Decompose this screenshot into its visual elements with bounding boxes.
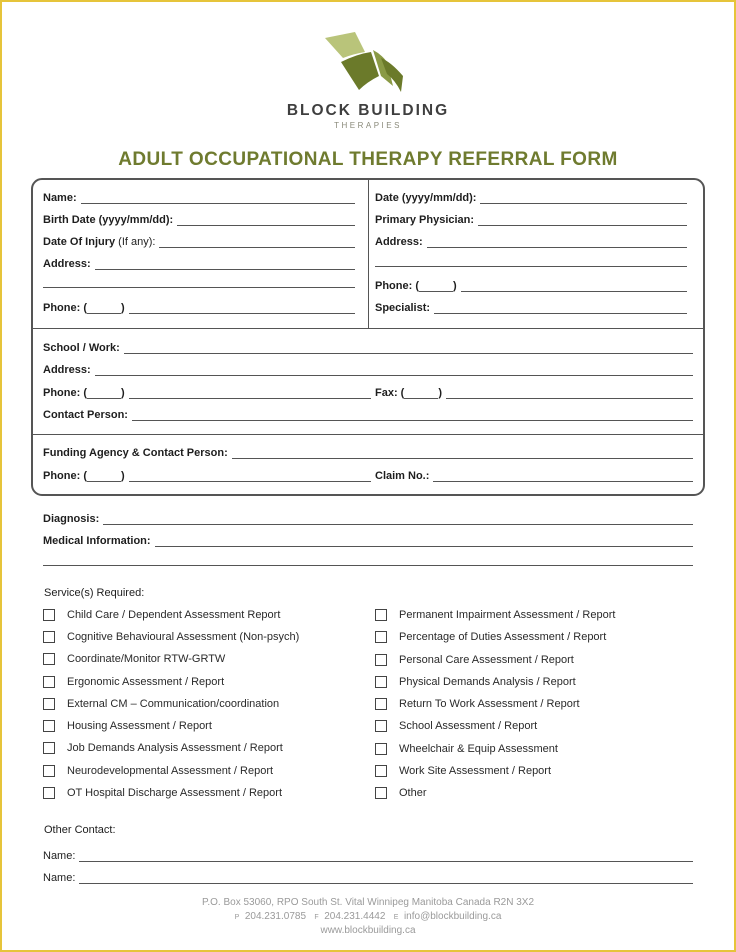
service-option[interactable]: Return To Work Assessment / Report bbox=[375, 698, 580, 710]
service-option[interactable]: Physical Demands Analysis / Report bbox=[375, 676, 576, 688]
service-option[interactable]: Other bbox=[375, 787, 427, 799]
school-address-field[interactable] bbox=[43, 360, 693, 376]
service-option[interactable]: Job Demands Analysis Assessment / Report bbox=[43, 742, 283, 754]
checkbox[interactable] bbox=[375, 676, 387, 688]
specialist-field[interactable] bbox=[375, 298, 687, 314]
checkbox[interactable] bbox=[375, 631, 387, 643]
school-phone-label: Phone: ( ) bbox=[43, 387, 125, 399]
client-injury-label: Date Of Injury (If any): bbox=[43, 236, 156, 248]
checkbox[interactable] bbox=[43, 787, 55, 799]
diagnosis-field[interactable] bbox=[43, 509, 693, 525]
medical-information-field[interactable] bbox=[43, 531, 693, 547]
client-phone-label: Phone: ( ) bbox=[43, 302, 125, 314]
service-option[interactable]: Permanent Impairment Assessment / Report bbox=[375, 609, 615, 621]
checkbox[interactable] bbox=[43, 765, 55, 777]
service-option[interactable]: Work Site Assessment / Report bbox=[375, 765, 551, 777]
checkbox[interactable] bbox=[43, 676, 55, 688]
client-phone-field[interactable] bbox=[43, 298, 355, 314]
physician-address-label: Address: bbox=[375, 236, 423, 248]
other-contact-name-label: Name: bbox=[43, 850, 76, 862]
physician-address-field[interactable] bbox=[375, 232, 687, 248]
client-name-field[interactable] bbox=[43, 188, 355, 204]
other-contact-title: Other Contact: bbox=[44, 824, 116, 836]
service-option[interactable]: Cognitive Behavioural Assessment (Non-psych) bbox=[43, 631, 299, 643]
school-address-label: Address: bbox=[43, 364, 91, 376]
brand-subtitle: THERAPIES bbox=[334, 121, 402, 130]
service-option[interactable]: Housing Assessment / Report bbox=[43, 720, 212, 732]
block-building-logo-icon bbox=[313, 30, 423, 102]
brand-name: BLOCK BUILDING bbox=[286, 102, 450, 119]
service-option[interactable]: Wheelchair & Equip Assessment bbox=[375, 743, 558, 755]
service-option[interactable]: OT Hospital Discharge Assessment / Report bbox=[43, 787, 282, 799]
checkbox[interactable] bbox=[375, 787, 387, 799]
checkbox[interactable] bbox=[375, 654, 387, 666]
logo bbox=[0, 30, 736, 102]
checkbox[interactable] bbox=[43, 631, 55, 643]
school-fax-label: Fax: ( ) bbox=[375, 387, 443, 399]
client-address-line-2[interactable] bbox=[43, 287, 355, 288]
service-option[interactable]: External CM – Communication/coordination bbox=[43, 698, 279, 710]
section-divider bbox=[33, 434, 703, 435]
funding-agency-label: Funding Agency & Contact Person: bbox=[43, 447, 228, 459]
other-contact-name-label: Name: bbox=[43, 872, 76, 884]
medical-information-label: Medical Information: bbox=[43, 535, 151, 547]
footer-website: www.blockbuilding.ca bbox=[320, 925, 416, 936]
footer-address: P.O. Box 53060, RPO South St. Vital Winnipeg Manitoba Canada R2N 3X2 bbox=[201, 897, 535, 908]
service-option[interactable]: School Assessment / Report bbox=[375, 720, 537, 732]
client-address-field[interactable] bbox=[43, 254, 355, 270]
checkbox[interactable] bbox=[43, 720, 55, 732]
client-birth-date-label: Birth Date (yyyy/mm/dd): bbox=[43, 214, 174, 226]
school-work-label: School / Work: bbox=[43, 342, 120, 354]
section-divider bbox=[33, 328, 703, 329]
column-divider bbox=[368, 180, 369, 328]
client-address-label: Address: bbox=[43, 258, 91, 270]
diagnosis-label: Diagnosis: bbox=[43, 513, 100, 525]
physician-address-line-2[interactable] bbox=[375, 266, 687, 267]
checkbox[interactable] bbox=[43, 742, 55, 754]
checkbox[interactable] bbox=[43, 653, 55, 665]
checkbox[interactable] bbox=[375, 720, 387, 732]
school-phone-field[interactable] bbox=[43, 383, 371, 399]
school-work-field[interactable] bbox=[43, 338, 693, 354]
service-option[interactable]: Ergonomic Assessment / Report bbox=[43, 676, 224, 688]
checkbox[interactable] bbox=[375, 765, 387, 777]
checkbox[interactable] bbox=[43, 609, 55, 621]
physician-phone-label: Phone: ( ) bbox=[375, 280, 457, 292]
footer-contact: P 204.231.0785 F 204.231.4442 E info@blockbuilding.ca bbox=[234, 911, 502, 922]
other-contact-name-field[interactable] bbox=[43, 846, 693, 862]
form-title: ADULT OCCUPATIONAL THERAPY REFERRAL FORM bbox=[118, 149, 618, 170]
client-injury-date-field[interactable] bbox=[43, 232, 355, 248]
school-fax-field[interactable] bbox=[375, 383, 693, 399]
checkbox[interactable] bbox=[43, 698, 55, 710]
checkbox[interactable] bbox=[375, 609, 387, 621]
checkbox[interactable] bbox=[375, 743, 387, 755]
service-option[interactable]: Neurodevelopmental Assessment / Report bbox=[43, 765, 273, 777]
services-title: Service(s) Required: bbox=[44, 587, 145, 599]
contact-person-field[interactable] bbox=[43, 405, 693, 421]
service-option[interactable]: Child Care / Dependent Assessment Report bbox=[43, 609, 280, 621]
medical-information-line-2[interactable] bbox=[43, 565, 693, 566]
specialist-label: Specialist: bbox=[375, 302, 431, 314]
funding-phone-label: Phone: ( ) bbox=[43, 470, 125, 482]
client-name-label: Name: bbox=[43, 192, 77, 204]
service-option[interactable]: Personal Care Assessment / Report bbox=[375, 654, 574, 666]
contact-person-label: Contact Person: bbox=[43, 409, 128, 421]
checkbox[interactable] bbox=[375, 698, 387, 710]
claim-number-label: Claim No.: bbox=[375, 470, 430, 482]
funding-agency-field[interactable] bbox=[43, 443, 693, 459]
physician-phone-field[interactable] bbox=[375, 276, 687, 292]
funding-phone-field[interactable] bbox=[43, 466, 371, 482]
referral-date-label: Date (yyyy/mm/dd): bbox=[375, 192, 477, 204]
claim-number-field[interactable] bbox=[375, 466, 693, 482]
service-option[interactable]: Coordinate/Monitor RTW-GRTW bbox=[43, 653, 225, 665]
service-option[interactable]: Percentage of Duties Assessment / Report bbox=[375, 631, 606, 643]
referral-date-field[interactable] bbox=[375, 188, 687, 204]
other-contact-name-field[interactable] bbox=[43, 868, 693, 884]
client-birth-date-field[interactable] bbox=[43, 210, 355, 226]
primary-physician-field[interactable] bbox=[375, 210, 687, 226]
primary-physician-label: Primary Physician: bbox=[375, 214, 475, 226]
